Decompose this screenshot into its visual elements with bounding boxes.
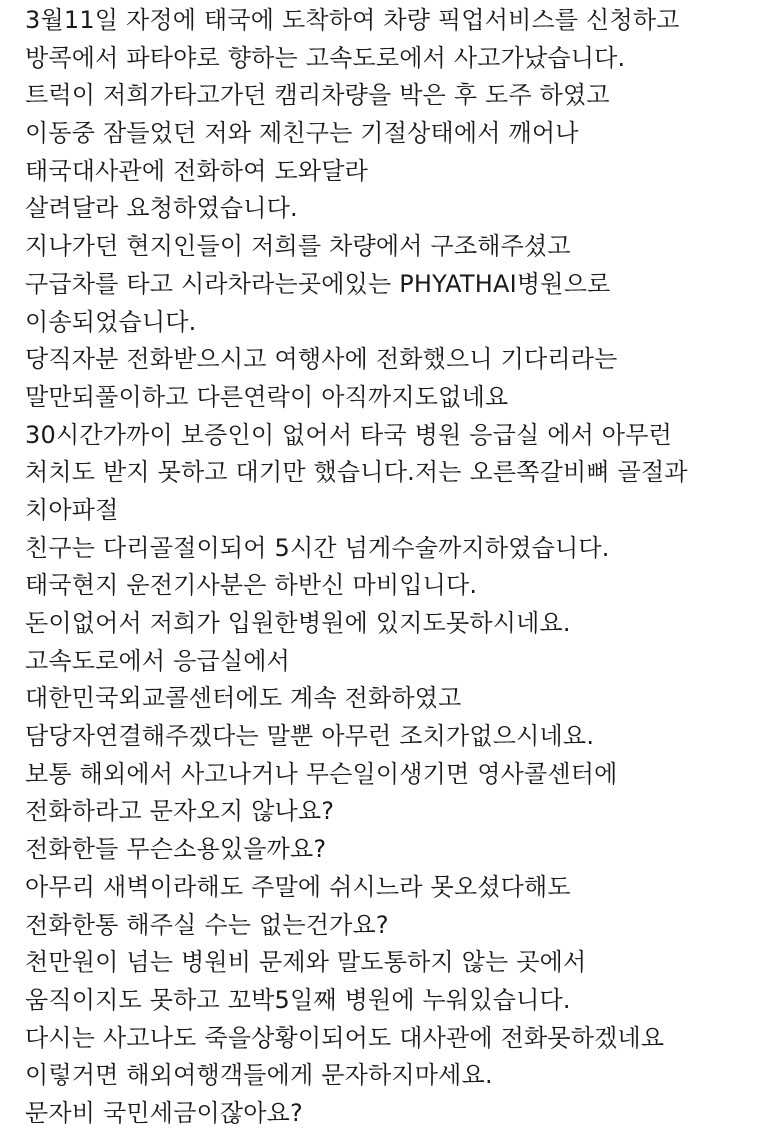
text-line: 전화한통 해주실 수는 없는건가요? — [25, 910, 389, 939]
text-line: 처치도 받지 못하고 대기만 했습니다.저는 오른쪽갈비뼈 골절과 — [25, 458, 688, 487]
text-line: 담당자연결해주겠다는 말뿐 아무런 조치가없으시네요. — [25, 722, 595, 751]
text-line: 아무리 새벽이라해도 주말에 쉬시느라 못오셨다해도 — [25, 872, 571, 901]
text-line: 전화한들 무슨소용있을까요? — [25, 835, 327, 864]
text-line: 친구는 다리골절이되어 5시간 넘게수술까지하였습니다. — [25, 533, 610, 562]
text-line: 당직자분 전화받으시고 여행사에 전화했으니 기다리라는 — [25, 345, 618, 374]
text-line: 지나가던 현지인들이 저희를 차량에서 구조해주셨고 — [25, 232, 571, 261]
text-line: 살려달라 요청하였습니다. — [25, 194, 298, 223]
text-line: 태국대사관에 전화하여 도와달라 — [25, 156, 369, 185]
text-line: 고속도로에서 응급실에서 — [25, 646, 291, 675]
text-line: 3월11일 자정에 태국에 도착하여 차량 픽업서비스를 신청하고 — [25, 6, 680, 34]
text-line: 다시는 사고나도 죽을상황이되어도 대사관에 전화못하겠네요 — [25, 1023, 665, 1052]
text-line: 전화하라고 문자오지 않나요? — [25, 797, 335, 826]
text-line: 문자비 국민세금이잖아요? — [25, 1098, 303, 1127]
text-line: 30시간가까이 보증인이 없어서 타국 병원 응급실 에서 아무런 — [25, 420, 672, 449]
text-line: 말만되풀이하고 다른연락이 아직까지도없네요 — [25, 382, 509, 411]
text-line: 이렇거면 해외여행객들에게 문자하지마세요. — [25, 1061, 493, 1090]
text-line: 천만원이 넘는 병원비 문제와 말도통하지 않는 곳에서 — [25, 948, 587, 977]
text-line: 돈이없어서 저희가 입원한병원에 있지도못하시네요. — [25, 609, 571, 637]
text-line: 방콕에서 파타야로 향하는 고속도로에서 사고가났습니다. — [25, 43, 626, 72]
text-body — [25, 2, 745, 1133]
text-line: 이송되었습니다. — [25, 307, 197, 336]
text-line: 구급차를 타고 시라차라는곳에있는 PHYATHAI병원으로 — [25, 269, 611, 298]
text-line: 치아파절 — [25, 495, 119, 524]
text-line: 대한민국외교콜센터에도 계속 전화하였고 — [25, 684, 462, 713]
text-line: 이동중 잠들었던 저와 제친구는 기절상태에서 깨어나 — [25, 119, 579, 148]
text-line: 움직이지도 못하고 꼬박5일째 병원에 누워있습니다. — [25, 985, 571, 1014]
text-line: 태국현지 운전기사분은 하반신 마비입니다. — [25, 571, 478, 600]
text-line: 보통 해외에서 사고나거나 무슨일이생기면 영사콜센터에 — [25, 759, 618, 788]
text-line: 트럭이 저희가타고가던 캠리차량을 박은 후 도주 하였고 — [25, 81, 610, 110]
